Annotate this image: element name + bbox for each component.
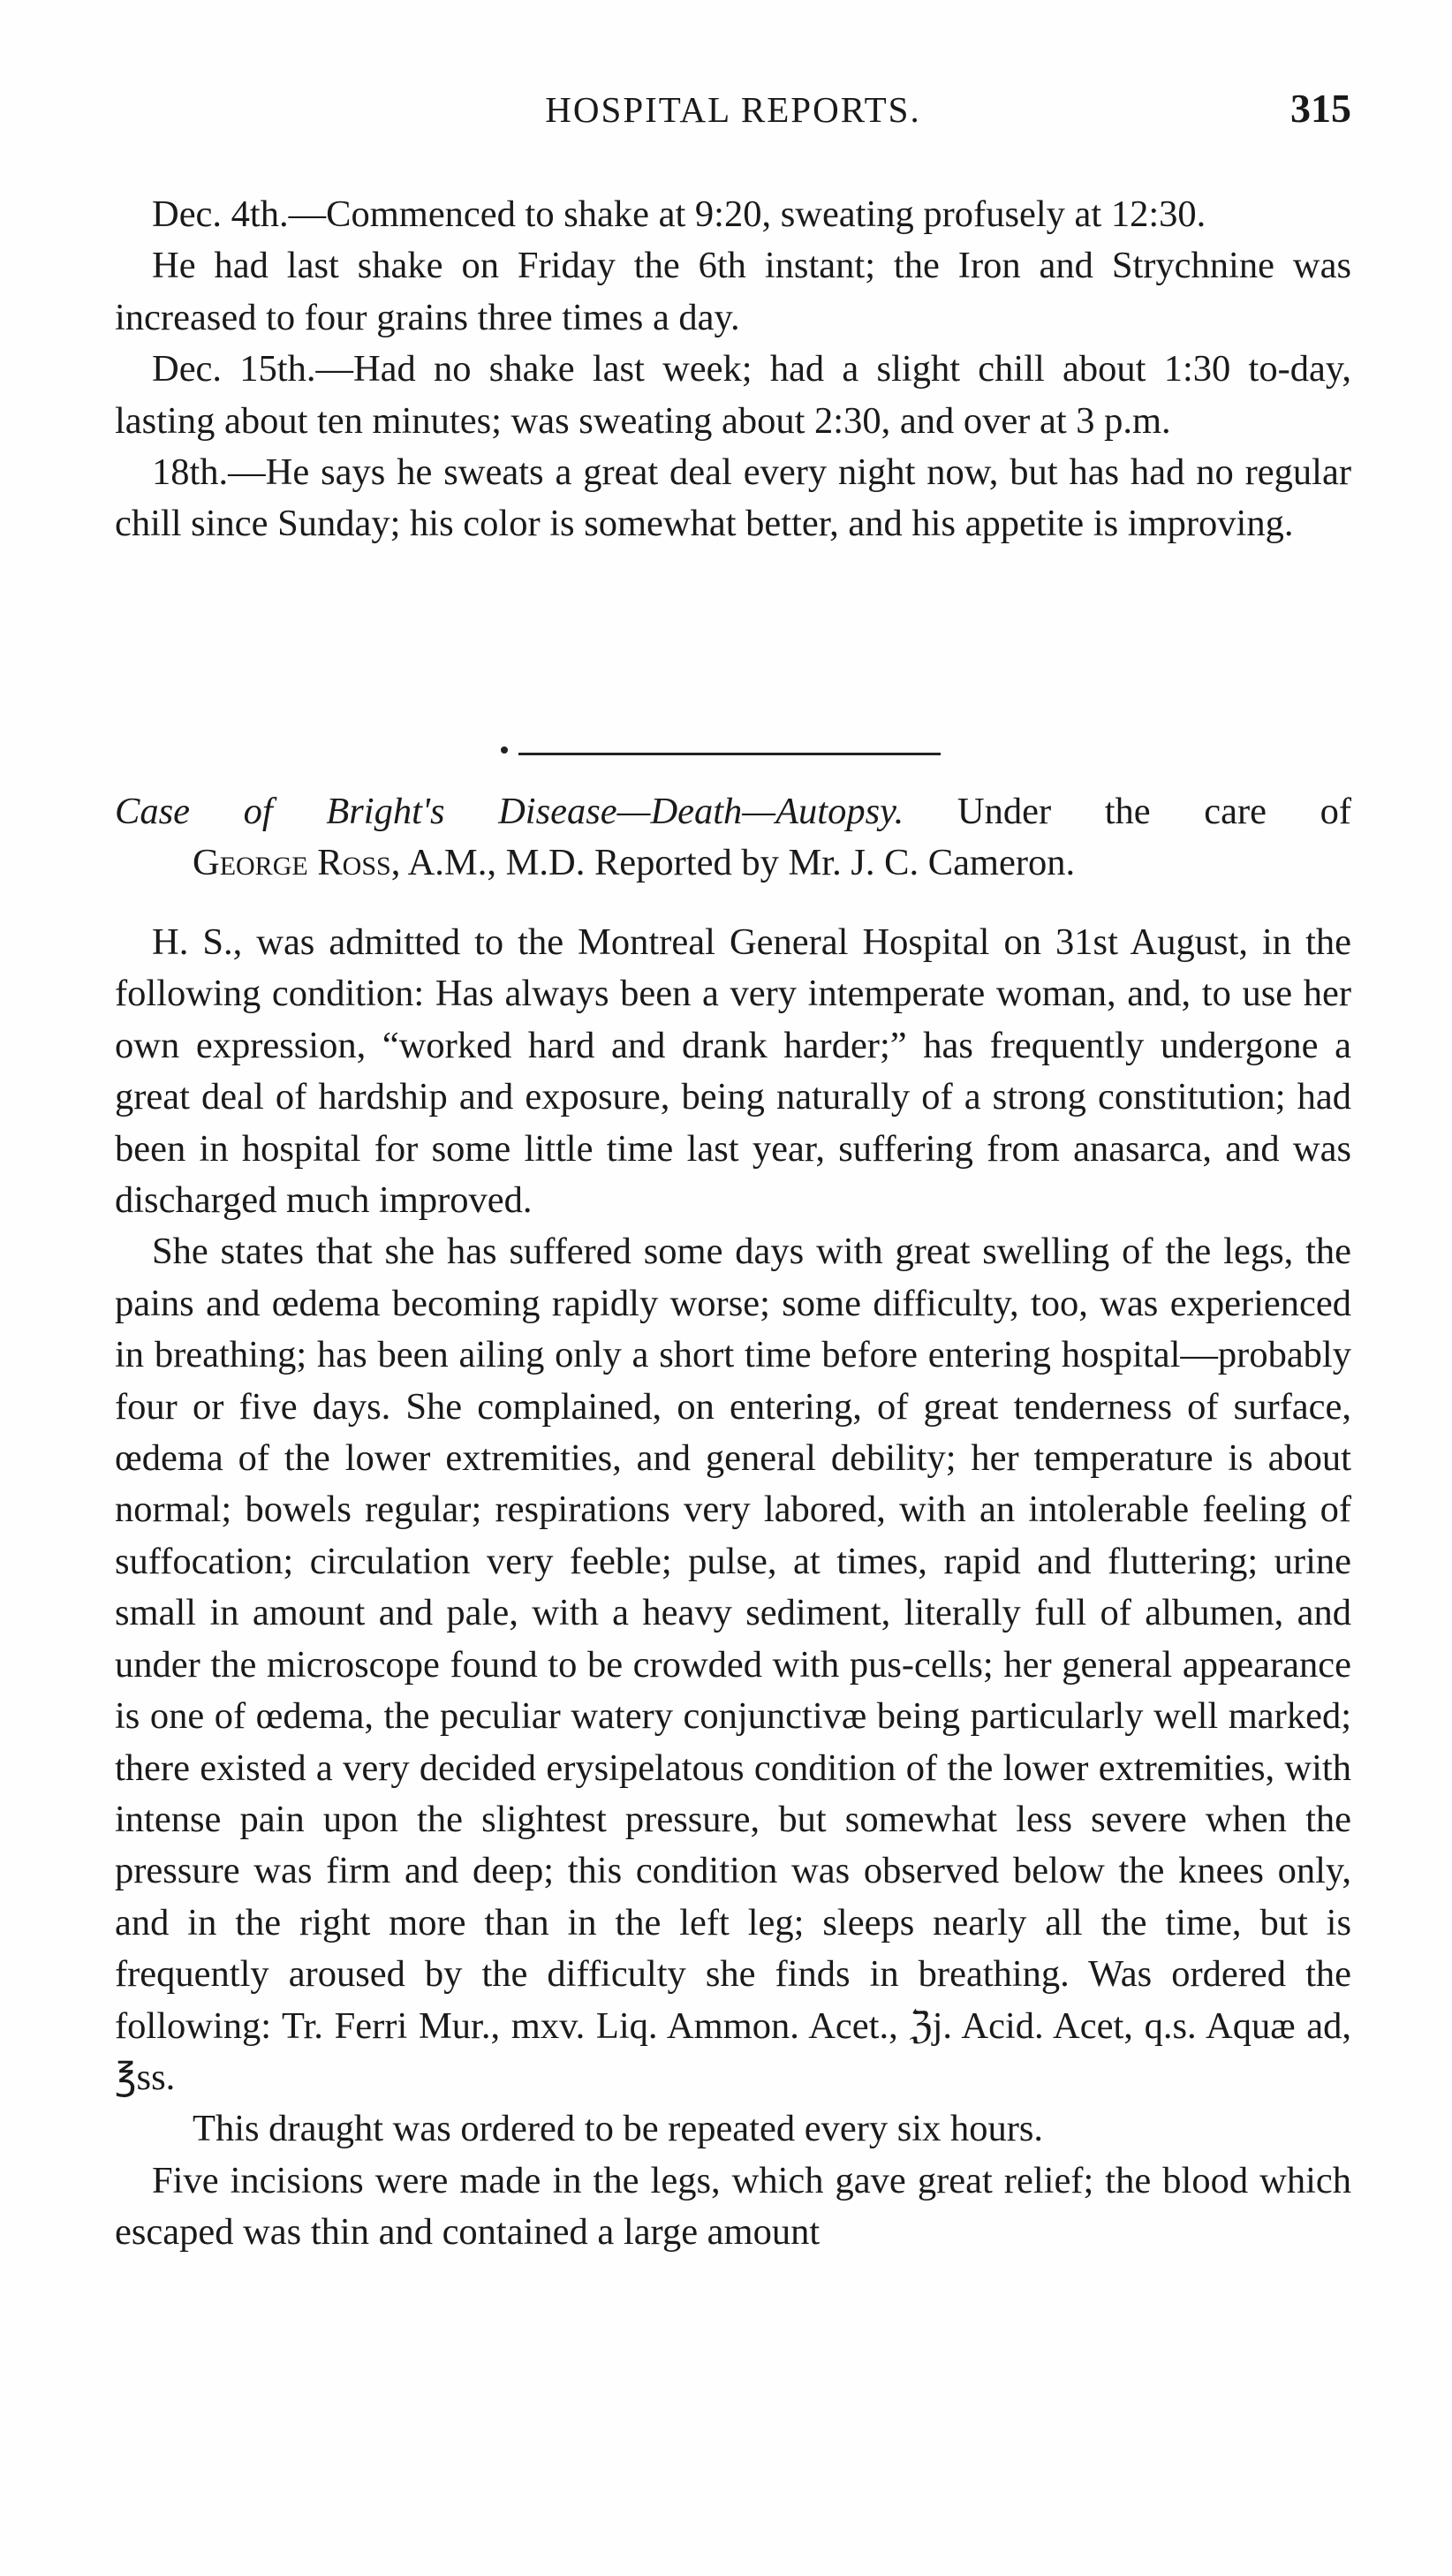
paragraph: He had last shake on Friday the 6th instant; the Iron and Strychnine was increased to four grains three times a day. [115, 245, 1351, 338]
running-title: HOSPITAL REPORTS. [545, 89, 921, 130]
case-title-line [115, 786, 1351, 837]
physician-name: George Ross, [193, 842, 401, 884]
running-head [115, 88, 1351, 141]
case-report-body [115, 917, 1351, 2259]
paragraph: Dec. 4th.—Commenced to shake at 9:20, sweating profusely at 12:30. [152, 193, 1206, 235]
paragraph: 18th.—He says he sweats a great deal every night now, but has had no regular chill since Sunday; his color is somewhat better, and his appetite is improving. [115, 451, 1351, 545]
case-notes-continued [115, 189, 1351, 550]
case-care-note: Under the care of [957, 791, 1351, 832]
case-byline [115, 837, 1351, 889]
physician-credentials: A.M., M.D. Reported by Mr. J. C. Cameron. [407, 842, 1076, 884]
divider-dot [501, 746, 508, 754]
paragraph: Dec. 15th.—Had no shake last week; had a slight chill about 1:30 to-day, lasting about ten minutes; was sweating about 2:30, and over at 3 p.m. [115, 348, 1351, 442]
case-title: Case of Bright's Disease—Death—Autopsy. [115, 791, 904, 832]
paragraph: Five incisions were made in the legs, which gave great relief; the blood which escaped was thin and contained a large amount [115, 2159, 1351, 2254]
case-heading [115, 786, 1351, 890]
section-divider [518, 753, 941, 755]
paragraph: H. S., was admitted to the Montreal General Hospital on 31st August, in the following condition: Has always been a very intemperate woman, and, to use her own expression, “worked hard and drank harder;” has frequently undergone a great deal of hardship and exposure, being naturally of a strong constitution; had been in hospital for some little time last year, suffering from anasarca, and was discharged much improved. [115, 921, 1351, 1222]
paragraph: She states that she has suffered some days with great swelling of the legs, the pains and œdema becoming rapidly worse; some difficulty, too, was experienced in breathing; has been ailing only a short time before entering hospital—probably four or five days. She complained, on entering, of great tenderness of surface, œdema of the lower extremities, and general debility; her temperature is about normal; bowels regular; respirations very labored, with an intolerable feeling of suffocation; circulation very feeble; pulse, at times, rapid and fluttering; urine small in amount and pale, with a heavy sediment, literally full of albumen, and under the microscope found to be crowded with pus-cells; her general appearance is one of œdema, the peculiar watery conjunctivæ being particularly well marked; there existed a very decided erysipelatous condition of the lower extremities, with intense pain upon the slightest pressure, but somewhat less severe when the pressure was firm and deep; this condition was observed below the knees only, and in the right more than in the left leg; sleeps nearly all the time, but is frequently aroused by the difficulty she finds in breathing. Was ordered the following: Tr. Ferri Mur., mxv. Liq. Ammon. Acet., ℨj. Acid. Acet, q.s. Aquæ ad, ℥ss. [115, 1231, 1351, 2098]
paragraph: This draught was ordered to be repeated every six hours. [193, 2108, 1044, 2150]
page-number: 315 [1290, 86, 1351, 131]
